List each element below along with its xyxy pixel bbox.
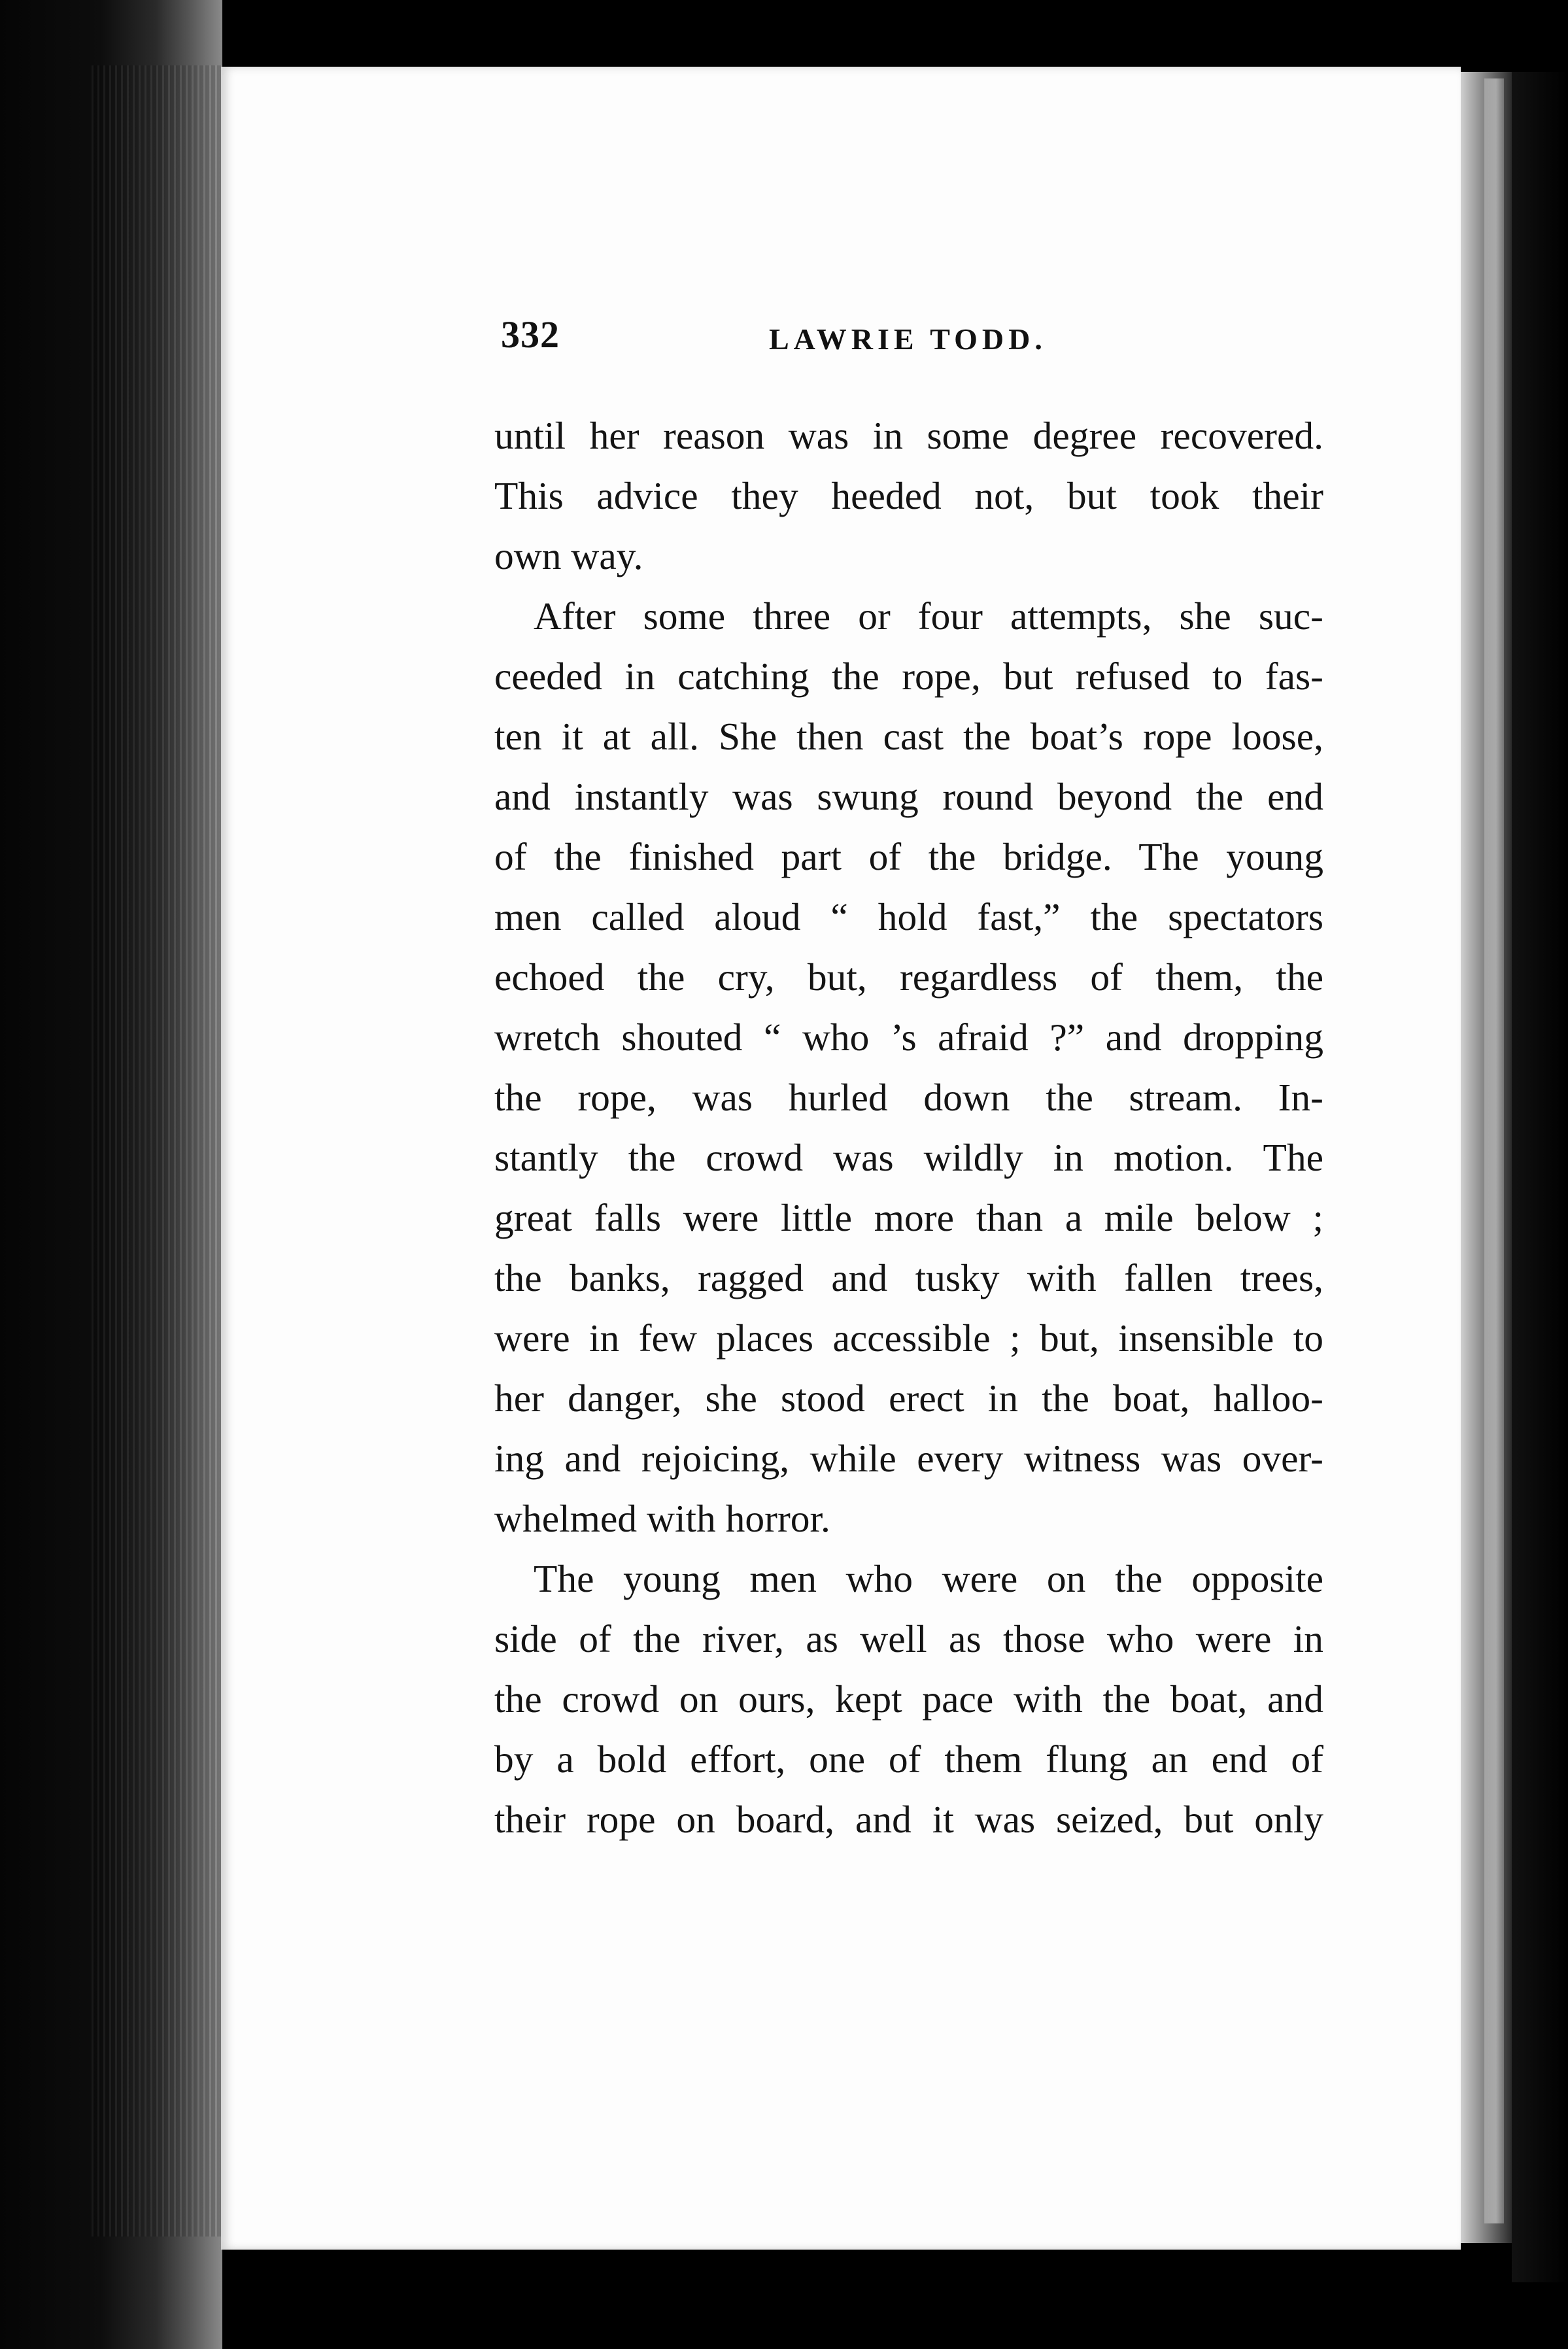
text-line: stantly the crowd was wildly in motion. The: [494, 1136, 1323, 1179]
text-line: echoed the cry, but, regardless of them, the: [494, 955, 1323, 999]
text-line: men called aloud “ hold fast,” the spectators: [494, 895, 1323, 938]
text-line: the rope, was hurled down the stream. In-: [494, 1076, 1323, 1119]
running-title: LAWRIE TODD.: [769, 322, 1047, 356]
text-line: by a bold effort, one of them flung an end of: [494, 1738, 1323, 1781]
text-line: After some three or four attempts, she suc-: [534, 594, 1323, 638]
text-line: ten it at all. She then cast the boat’s rope loose,: [494, 715, 1323, 758]
text-line: ing and rejoicing, while every witness was over-: [494, 1437, 1323, 1480]
paragraph: [494, 405, 1323, 586]
text-line: their rope on board, and it was seized, but only: [494, 1798, 1323, 1841]
text-line: side of the river, as well as those who were in: [494, 1617, 1323, 1660]
body-text: [494, 405, 1323, 1849]
page-number: 332: [501, 313, 560, 356]
spine-texture: [92, 65, 222, 2237]
text-line: were in few places accessible ; but, insensible to: [494, 1316, 1323, 1360]
text-line: great falls were little more than a mile below ;: [494, 1196, 1323, 1239]
text-line: whelmed with horror.: [494, 1497, 830, 1540]
text-line: This advice they heeded not, but took their: [494, 474, 1323, 517]
paragraph: [494, 586, 1323, 1549]
text-line: and instantly was swung round beyond the end: [494, 775, 1323, 818]
text-line: own way.: [494, 534, 643, 577]
page-header: [501, 313, 1318, 365]
next-page-edge: [1484, 78, 1504, 2223]
text-line: her danger, she stood erect in the boat, halloo-: [494, 1377, 1323, 1420]
paragraph: [494, 1549, 1323, 1849]
text-line: the crowd on ours, kept pace with the boat, and: [494, 1677, 1323, 1721]
text-line: The young men who were on the opposite: [534, 1557, 1323, 1600]
text-line: the banks, ragged and tusky with fallen trees,: [494, 1256, 1323, 1299]
text-line: until her reason was in some degree recovered.: [494, 414, 1323, 457]
text-line: ceeded in catching the rope, but refused to fas-: [494, 655, 1323, 698]
background-right: [1512, 72, 1568, 2282]
text-line: wretch shouted “ who ’s afraid ?” and dropping: [494, 1016, 1323, 1059]
text-line: of the finished part of the bridge. The young: [494, 835, 1323, 878]
